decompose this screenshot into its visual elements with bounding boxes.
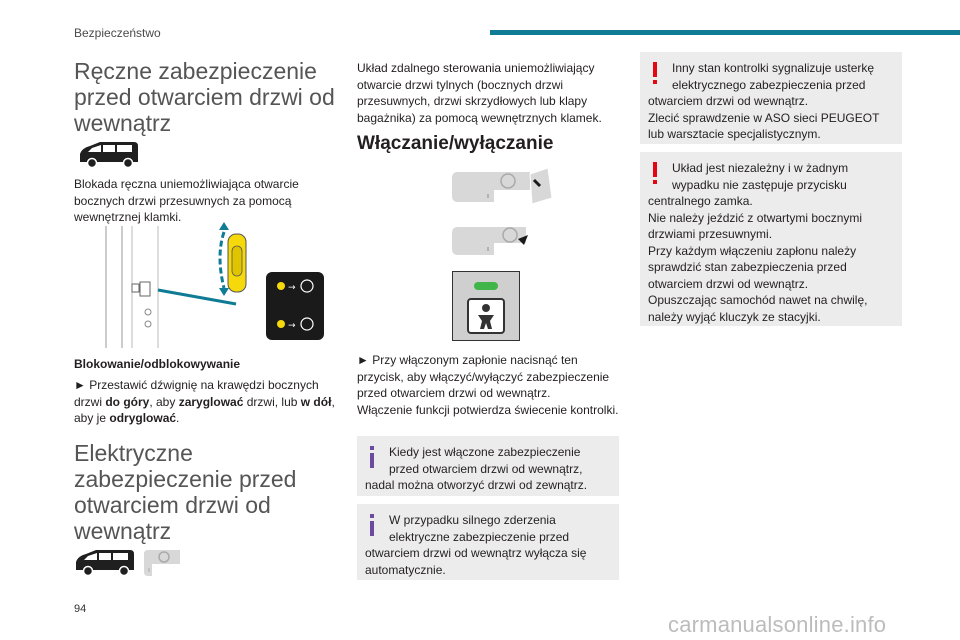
door-lever-illustration <box>88 226 324 348</box>
manual-lock-intro: Blokada ręczna uniemożliwiająca otwarcie bocznych drzwi przesuwnych za pomocą wewnętrznej klamki. <box>74 177 299 224</box>
dashboard-icon <box>144 550 180 576</box>
warning-box-fault: Inny stan kontrolki sygnalizuje usterkę elektrycznego zabezpieczenia przed otwarciem drzwi od wewnątrz. Zlecić sprawdzenie w ASO sieci PEUGEOT lub warsztacie specjalistycznym. <box>640 52 902 144</box>
info-icon <box>365 514 379 536</box>
warning-icon <box>648 62 662 84</box>
dashboard-with-door-icon <box>452 168 552 206</box>
header-accent-bar <box>490 30 960 35</box>
van-icon-2 <box>74 548 136 576</box>
watermark: carmanualsonline.info <box>668 612 887 637</box>
dashboard-switch-icon <box>452 225 528 257</box>
on-off-heading: Włączanie/wyłączanie <box>357 133 554 154</box>
svg-text:→: → <box>288 321 296 331</box>
lever-instruction: ► Przestawić dźwignię na krawędzi bocznych drzwi do góry, aby zaryglować drzwi, lub w dół, aby je odryglować. <box>74 378 335 425</box>
button-instruction: ► Przy włączonym zapłonie nacisnąć ten przycisk, aby włączyć/wyłączyć zabezpieczenie przed otwarciem drzwi od wewnątrz. <box>357 353 610 400</box>
van-icon <box>78 140 140 168</box>
section-label: Bezpieczeństwo <box>74 26 161 40</box>
info-icon <box>365 446 379 468</box>
info-box-outside-open: Kiedy jest włączone zabezpieczenie przed otwarciem drzwi od wewnątrz, nadal można otworzyć drzwi od zewnątrz. <box>357 436 619 496</box>
warning-icon <box>648 162 662 184</box>
page-number: 94 <box>74 603 87 615</box>
warning-box-independent: Układ jest niezależny i w żadnym wypadku nie zastępuje przycisku centralnego zamka. Nie należy jeździć z otwartymi bocznymi drzwiami przesuwnymi. Przy każdym włączeniu zapłonu należy sprawdzić stan zabezpieczenia przed otwarciem drzwi od wewnątrz. Opuszczając samochód nawet na chwilę, należy wyjąć kluczyk ze stacyjki. <box>640 152 902 326</box>
confirmation-text: Włączenie funkcji potwierdza świecenie kontrolki. <box>357 403 619 417</box>
svg-text:→: → <box>288 283 296 293</box>
lock-unlock-subheading: Blokowanie/odblokowywanie <box>74 357 241 371</box>
info-box-collision: W przypadku silnego zderzenia elektryczne zabezpieczenie przed otwarciem drzwi od wewnątrz wyłącza się automatycznie. <box>357 504 619 580</box>
electric-lock-title: Elektryczne zabezpieczenie przed otwarciem drzwi od wewnątrz <box>74 440 297 544</box>
remote-control-intro: Układ zdalnego sterowania uniemożliwiający otwarcie drzwi tylnych (bocznych drzwi przesuwnych, drzwi skrzydłowych lub klapy bagażnika) za pomocą wewnętrznych klamek. <box>357 61 602 125</box>
manual-lock-title: Ręczne zabezpieczenie przed otwarciem drzwi od wewnątrz <box>74 58 335 136</box>
child-lock-button[interactable] <box>452 271 520 341</box>
